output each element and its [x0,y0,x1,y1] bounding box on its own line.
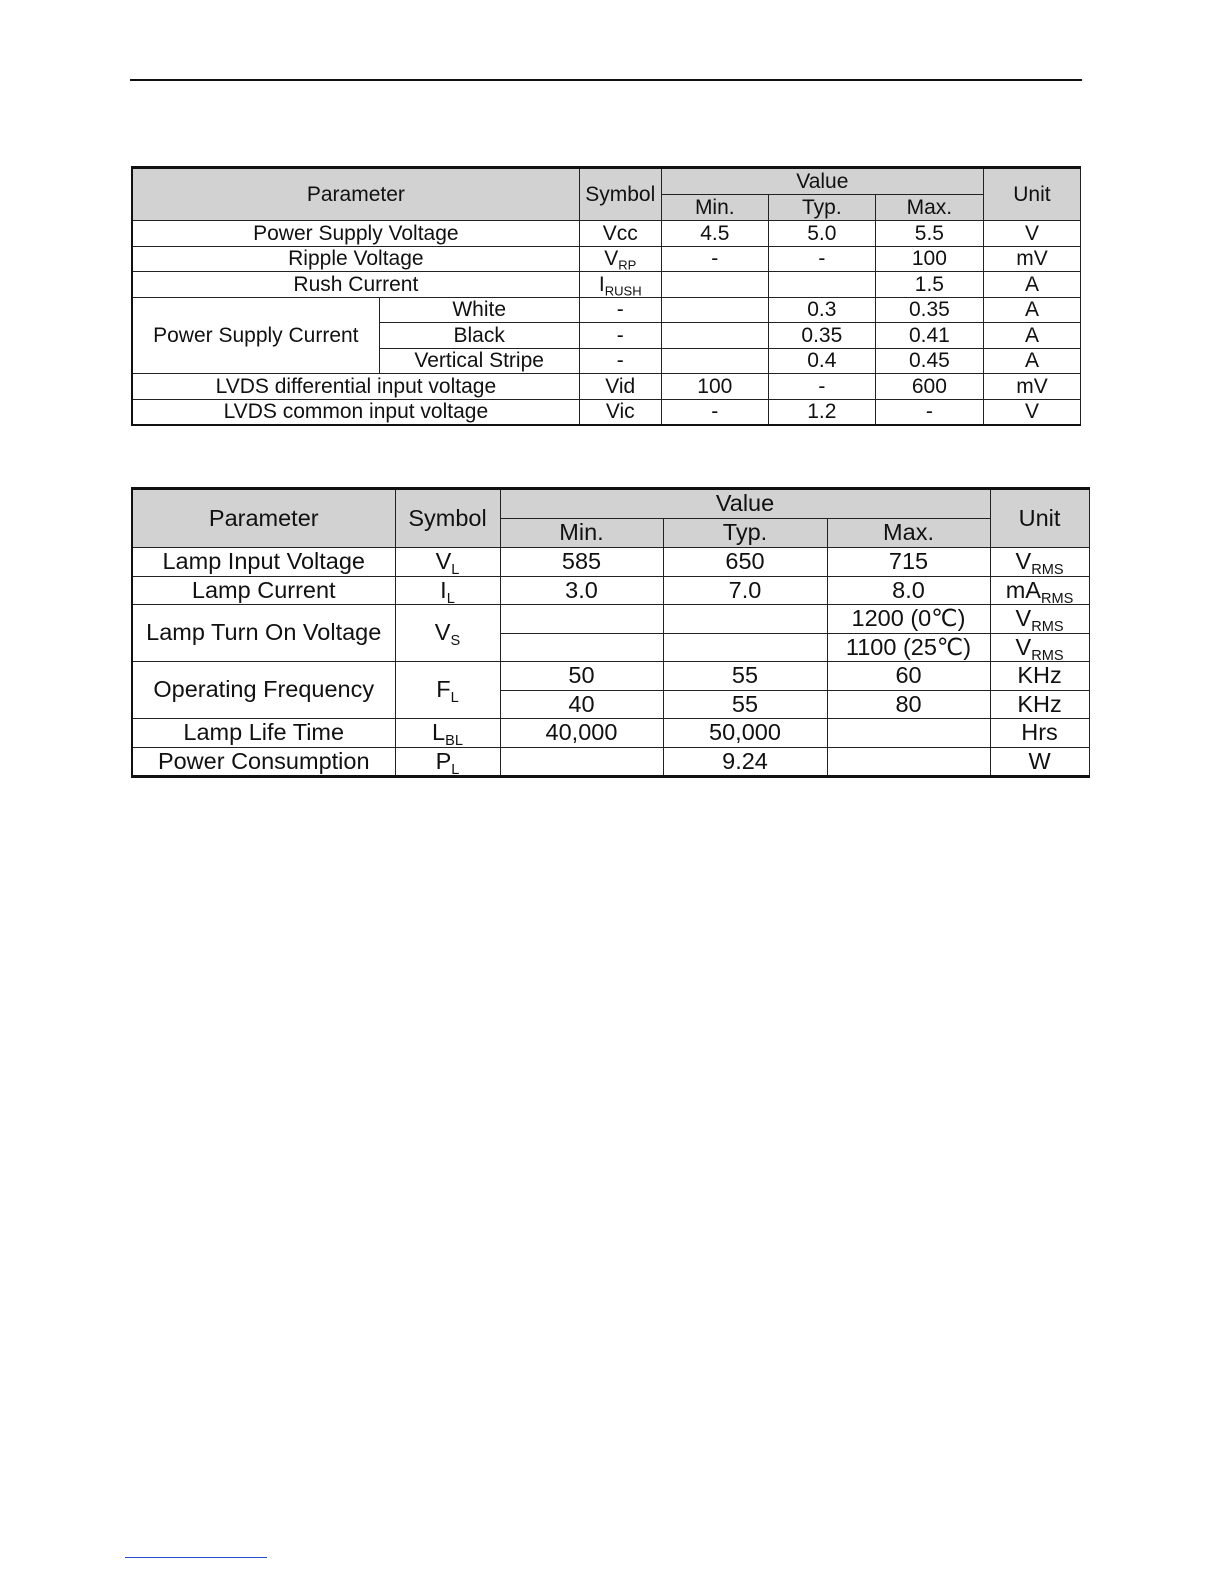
cell-unit: A [983,323,1080,349]
cell-symbol: $I_{RUSH}$ [579,272,661,298]
cell-parameter: Rush Current [132,272,579,298]
table-row [132,297,1081,323]
cell-symbol: - [579,323,661,349]
table-row [132,662,1089,691]
header-parameter: Parameter [132,168,579,221]
cell-max: 80 [827,690,990,719]
header-min: Min. [661,195,768,221]
header-max: Max. [827,519,990,548]
cell-typ: - [768,246,875,272]
cell-unit: $V_{RMS}$ [990,548,1089,577]
cell-min: 585 [500,548,663,577]
cell-min [661,272,768,298]
table-row [132,374,1081,400]
cell-typ: 0.4 [768,348,875,374]
table-row [132,399,1081,425]
cell-max: 715 [827,548,990,577]
cell-condition: White [379,297,579,323]
cell-symbol: $I_L$ [395,576,500,605]
cell-max: 0.35 [875,297,983,323]
cell-typ: 0.35 [768,323,875,349]
cell-unit: mV [983,246,1080,272]
cell-max: 1.5 [875,272,983,298]
cell-max: 100 [875,246,983,272]
header-typ: Typ. [663,519,827,548]
cell-max: 600 [875,374,983,400]
header-typ: Typ. [768,195,875,221]
cell-symbol: Vid [579,374,661,400]
header-value: Value [500,489,990,519]
cell-typ: 0.3 [768,297,875,323]
header-min: Min. [500,519,663,548]
cell-unit: W [990,747,1089,777]
cell-typ: 50,000 [663,719,827,748]
cell-typ: 7.0 [663,576,827,605]
cell-min [661,348,768,374]
cell-min [500,605,663,634]
cell-max: 0.41 [875,323,983,349]
cell-min [500,747,663,777]
cell-unit: Hrs [990,719,1089,748]
cell-unit: V [983,221,1080,247]
cell-parameter: Ripple Voltage [132,246,579,272]
cell-parameter: LVDS differential input voltage [132,374,579,400]
cell-parameter: Operating Frequency [132,662,395,719]
header-value: Value [661,168,983,195]
cell-parameter: Lamp Turn On Voltage [132,605,395,662]
cell-min: 40 [500,690,663,719]
cell-min: 40,000 [500,719,663,748]
cell-min: 3.0 [500,576,663,605]
cell-min [661,297,768,323]
cell-typ: 5.0 [768,221,875,247]
cell-typ: 1.2 [768,399,875,425]
cell-symbol: $P_L$ [395,747,500,777]
table-row [132,272,1081,298]
cell-parameter: Lamp Input Voltage [132,548,395,577]
cell-symbol: Vic [579,399,661,425]
cell-condition: Vertical Stripe [379,348,579,374]
cell-symbol: Vcc [579,221,661,247]
cell-unit: A [983,297,1080,323]
cell-max: 0.45 [875,348,983,374]
header-unit: Unit [983,168,1080,221]
cell-symbol: - [579,348,661,374]
cell-max: 1200 (0℃) [827,605,990,634]
cell-parameter: Power Supply Voltage [132,221,579,247]
header-unit: Unit [990,489,1089,548]
cell-typ: 650 [663,548,827,577]
cell-unit: V [983,399,1080,425]
cell-parameter: Power Consumption [132,747,395,777]
header-symbol: Symbol [395,489,500,548]
cell-max [827,747,990,777]
table-row [132,548,1089,577]
table-row [132,719,1089,748]
cell-min: 4.5 [661,221,768,247]
cell-unit: mV [983,374,1080,400]
cell-min: 50 [500,662,663,691]
header-symbol: Symbol [579,168,661,221]
cell-symbol: $L_{BL}$ [395,719,500,748]
table-row [132,246,1081,272]
table-row [132,605,1089,634]
cell-symbol: $V_L$ [395,548,500,577]
cell-parameter: Lamp Current [132,576,395,605]
cell-parameter: Lamp Life Time [132,719,395,748]
cell-typ [663,633,827,662]
cell-max [827,719,990,748]
cell-unit: KHz [990,690,1089,719]
cell-max: 60 [827,662,990,691]
header-max: Max. [875,195,983,221]
cell-unit: $mA_{RMS}$ [990,576,1089,605]
cell-symbol: $V_S$ [395,605,500,662]
cell-min: - [661,399,768,425]
cell-condition: Black [379,323,579,349]
cell-symbol: $F_L$ [395,662,500,719]
cell-min [500,633,663,662]
cell-typ: 55 [663,662,827,691]
cell-typ [663,605,827,634]
cell-unit: A [983,272,1080,298]
cell-typ: 9.24 [663,747,827,777]
cell-symbol: - [579,297,661,323]
cell-typ: - [768,374,875,400]
table-row [132,221,1081,247]
footer-link-rule [125,1557,267,1558]
header-rule [130,79,1082,81]
cell-max: 8.0 [827,576,990,605]
cell-max: - [875,399,983,425]
cell-symbol: $V_{RP}$ [579,246,661,272]
electrical-characteristics-table [131,166,1081,426]
backlight-characteristics-table [131,487,1090,778]
cell-parameter: Power Supply Current [132,297,379,374]
cell-typ: 55 [663,690,827,719]
table-row [132,576,1089,605]
table-row [132,747,1089,777]
cell-unit: $V_{RMS}$ [990,605,1089,634]
cell-max: 5.5 [875,221,983,247]
cell-unit: A [983,348,1080,374]
cell-unit: $V_{RMS}$ [990,633,1089,662]
cell-unit: KHz [990,662,1089,691]
cell-min: - [661,246,768,272]
cell-typ [768,272,875,298]
cell-max: 1100 (25℃) [827,633,990,662]
cell-parameter: LVDS common input voltage [132,399,579,425]
cell-min: 100 [661,374,768,400]
cell-min [661,323,768,349]
header-parameter: Parameter [132,489,395,548]
